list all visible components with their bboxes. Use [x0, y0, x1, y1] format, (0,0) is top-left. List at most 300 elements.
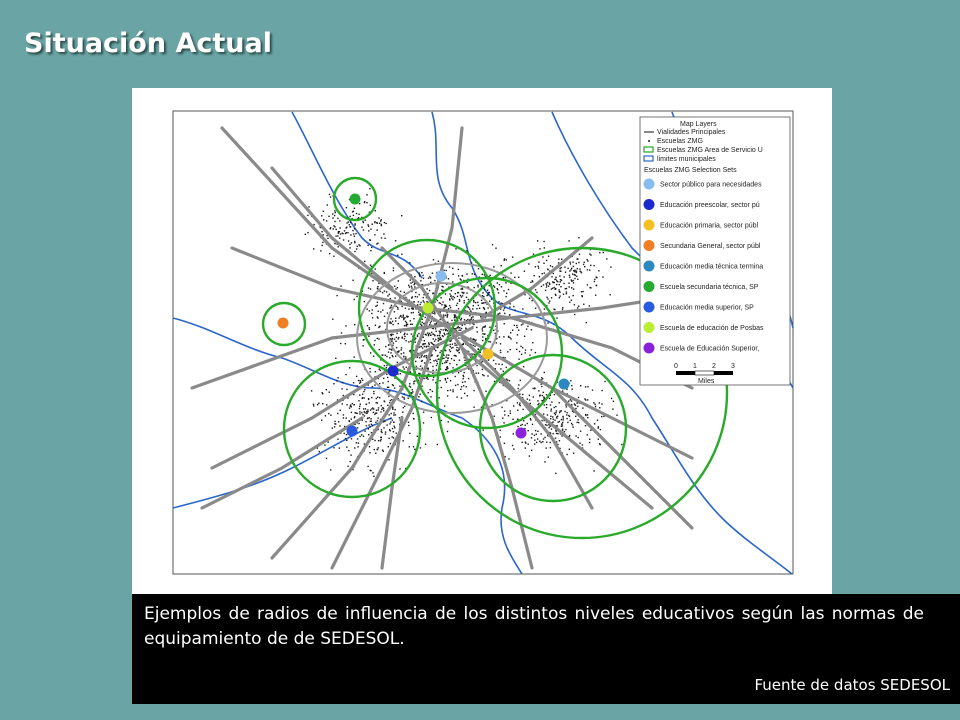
school-point	[419, 357, 420, 358]
school-point	[455, 385, 456, 386]
school-point	[587, 434, 588, 435]
school-point	[473, 305, 474, 306]
school-point	[392, 428, 393, 429]
school-point	[408, 341, 409, 342]
school-point	[403, 366, 404, 367]
school-point	[329, 194, 330, 195]
school-point	[389, 423, 390, 424]
school-point	[350, 216, 351, 217]
school-point	[384, 238, 385, 239]
legend-set-label: Educación primaria, sector públ	[660, 222, 759, 230]
school-point	[330, 196, 331, 197]
school-point	[420, 280, 421, 281]
school-point	[573, 282, 574, 283]
school-point	[406, 322, 407, 323]
school-point	[546, 297, 547, 298]
school-point	[391, 335, 392, 336]
school-point	[367, 245, 368, 246]
school-point	[392, 345, 393, 346]
school-point	[394, 311, 395, 312]
school-point	[376, 412, 377, 413]
school-point	[516, 325, 517, 326]
school-point	[530, 403, 531, 404]
school-point	[377, 223, 378, 224]
school-point	[551, 401, 552, 402]
school-point	[447, 390, 448, 391]
school-point	[592, 389, 593, 390]
school-point	[498, 313, 499, 314]
school-point	[513, 448, 514, 449]
school-point	[307, 232, 308, 233]
legend-set-swatch	[644, 302, 655, 313]
school-point	[458, 349, 459, 350]
school-point	[386, 367, 387, 368]
school-point	[404, 398, 405, 399]
school-point	[569, 277, 570, 278]
school-point	[332, 217, 333, 218]
school-point	[482, 340, 483, 341]
school-point	[400, 291, 401, 292]
school-point	[438, 359, 439, 360]
school-point	[504, 260, 505, 261]
school-point	[323, 234, 324, 235]
school-point	[459, 299, 460, 300]
school-point	[439, 352, 440, 353]
school-point	[370, 265, 371, 266]
school-point	[370, 421, 371, 422]
school-point	[389, 429, 390, 430]
school-point	[498, 364, 499, 365]
school-point	[418, 301, 419, 302]
school-point	[447, 330, 448, 331]
school-point	[587, 399, 588, 400]
school-point	[445, 357, 446, 358]
school-point	[419, 294, 420, 295]
school-point	[377, 420, 378, 421]
legend-set-label: Secundaria General, sector públ	[660, 243, 761, 250]
school-point	[487, 375, 488, 376]
school-point	[435, 350, 436, 351]
school-point	[440, 297, 441, 298]
school-point	[419, 314, 420, 315]
school-point	[404, 292, 405, 293]
school-point	[423, 302, 424, 303]
school-point	[321, 231, 322, 232]
school-point	[338, 246, 339, 247]
school-point	[550, 404, 551, 405]
school-point	[372, 309, 373, 310]
school-point	[366, 425, 367, 426]
school-point	[374, 449, 375, 450]
school-point	[445, 360, 446, 361]
school-point	[368, 428, 369, 429]
school-point	[390, 443, 391, 444]
school-point	[422, 319, 423, 320]
school-point	[365, 408, 366, 409]
legend-set-label: Sector público para necesidades	[660, 181, 762, 189]
school-point	[561, 424, 562, 425]
school-point	[459, 352, 460, 353]
school-point	[432, 391, 433, 392]
school-point	[476, 365, 477, 366]
school-point	[313, 248, 314, 249]
school-point	[394, 286, 395, 287]
school-point	[461, 397, 462, 398]
school-point	[573, 453, 574, 454]
school-point	[566, 291, 567, 292]
school-point	[356, 442, 357, 443]
school-point	[482, 374, 483, 375]
school-point	[476, 373, 477, 374]
school-point	[436, 365, 437, 366]
school-point	[368, 226, 369, 227]
school-point	[398, 317, 399, 318]
school-point	[400, 373, 401, 374]
school-point	[509, 337, 510, 338]
school-point	[458, 275, 459, 276]
school-point	[448, 421, 449, 422]
school-point	[538, 261, 539, 262]
caption-box	[132, 594, 960, 704]
school-point	[449, 298, 450, 299]
school-point	[523, 366, 524, 367]
school-point	[370, 229, 371, 230]
school-point	[462, 295, 463, 296]
legend-set-label: Escuela secundaria técnica, SP	[660, 284, 759, 291]
school-point	[464, 302, 465, 303]
school-point	[439, 335, 440, 336]
school-point	[428, 368, 429, 369]
school-point	[601, 390, 602, 391]
school-point	[449, 293, 450, 294]
school-point	[539, 276, 540, 277]
school-marker-superior	[516, 428, 527, 439]
school-point	[545, 283, 546, 284]
school-point	[367, 409, 368, 410]
school-point	[548, 302, 549, 303]
school-point	[360, 380, 361, 381]
school-point	[354, 208, 355, 209]
school-point	[587, 260, 588, 261]
school-point	[355, 412, 356, 413]
school-point	[451, 290, 452, 291]
school-point	[377, 449, 378, 450]
school-point	[458, 269, 459, 270]
legend-set-label: Escuela de educación de Posbas	[660, 325, 764, 332]
school-point	[397, 362, 398, 363]
school-point	[452, 296, 453, 297]
school-point	[357, 385, 358, 386]
school-point	[584, 262, 585, 263]
school-point	[393, 412, 394, 413]
school-point	[450, 295, 451, 296]
school-point	[412, 308, 413, 309]
school-point	[589, 442, 590, 443]
school-point	[357, 438, 358, 439]
school-point	[410, 320, 411, 321]
school-point	[425, 444, 426, 445]
school-point	[537, 240, 538, 241]
school-point	[482, 330, 483, 331]
school-point	[419, 275, 420, 276]
school-point	[546, 260, 547, 261]
school-point	[347, 466, 348, 467]
school-point	[380, 291, 381, 292]
school-point	[496, 342, 497, 343]
school-point	[329, 392, 330, 393]
school-point	[423, 422, 424, 423]
school-point	[325, 415, 326, 416]
school-point	[573, 280, 574, 281]
school-point	[339, 237, 340, 238]
school-point	[398, 337, 399, 338]
school-point	[558, 289, 559, 290]
school-point	[364, 301, 365, 302]
school-point	[517, 327, 518, 328]
school-point	[350, 226, 351, 227]
school-point	[445, 293, 446, 294]
school-point	[587, 417, 588, 418]
school-point	[538, 390, 539, 391]
school-point	[520, 380, 521, 381]
school-point	[451, 320, 452, 321]
school-point	[427, 378, 428, 379]
school-point	[468, 299, 469, 300]
school-point	[420, 447, 421, 448]
school-point	[351, 242, 352, 243]
school-point	[410, 341, 411, 342]
school-point	[562, 309, 563, 310]
school-point	[484, 289, 485, 290]
school-point	[603, 252, 604, 253]
school-point	[412, 391, 413, 392]
school-point	[543, 413, 544, 414]
school-point	[399, 417, 400, 418]
school-point	[571, 279, 572, 280]
school-point	[518, 330, 519, 331]
school-point	[555, 277, 556, 278]
school-point	[392, 356, 393, 357]
school-point	[339, 447, 340, 448]
school-point	[390, 418, 391, 419]
school-point	[398, 323, 399, 324]
school-point	[457, 350, 458, 351]
school-point	[448, 355, 449, 356]
school-point	[612, 408, 613, 409]
school-point	[578, 437, 579, 438]
school-point	[503, 277, 504, 278]
school-point	[370, 371, 371, 372]
school-point	[354, 356, 355, 357]
school-point	[449, 363, 450, 364]
school-point	[528, 430, 529, 431]
school-point	[431, 417, 432, 418]
school-point	[334, 210, 335, 211]
school-point	[500, 436, 501, 437]
school-point	[388, 381, 389, 382]
school-point	[387, 387, 388, 388]
school-point	[456, 305, 457, 306]
school-point	[434, 280, 435, 281]
school-point	[337, 235, 338, 236]
school-point	[473, 407, 474, 408]
school-point	[504, 307, 505, 308]
school-point	[354, 223, 355, 224]
school-point	[443, 329, 444, 330]
school-point	[404, 393, 405, 394]
school-point	[387, 377, 388, 378]
school-point	[472, 308, 473, 309]
school-point	[433, 328, 434, 329]
school-marker-posbasica	[423, 303, 434, 314]
school-point	[326, 389, 327, 390]
school-point	[373, 356, 374, 357]
school-point	[572, 424, 573, 425]
school-point	[402, 412, 403, 413]
school-point	[378, 447, 379, 448]
school-point	[372, 472, 373, 473]
school-point	[463, 375, 464, 376]
school-point	[559, 284, 560, 285]
school-point	[583, 304, 584, 305]
school-point	[516, 349, 517, 350]
school-point	[563, 276, 564, 277]
school-point	[404, 338, 405, 339]
school-point	[346, 417, 347, 418]
school-point	[458, 308, 459, 309]
school-point	[517, 388, 518, 389]
school-point	[372, 317, 373, 318]
school-point	[534, 435, 535, 436]
school-point	[380, 221, 381, 222]
school-point	[413, 413, 414, 414]
school-point	[422, 275, 423, 276]
school-point	[423, 300, 424, 301]
school-point	[326, 458, 327, 459]
school-point	[421, 401, 422, 402]
school-point	[541, 286, 542, 287]
school-point	[357, 246, 358, 247]
legend-set-label: Educación media superior, SP	[660, 304, 754, 312]
school-point	[461, 296, 462, 297]
school-point	[403, 397, 404, 398]
school-point	[544, 437, 545, 438]
school-point	[441, 350, 442, 351]
school-point	[318, 403, 319, 404]
school-point	[423, 297, 424, 298]
school-point	[464, 372, 465, 373]
school-point	[359, 203, 360, 204]
school-point	[506, 367, 507, 368]
school-point	[444, 362, 445, 363]
school-point	[527, 398, 528, 399]
school-point	[505, 296, 506, 297]
school-point	[524, 271, 525, 272]
school-point	[458, 347, 459, 348]
school-point	[439, 380, 440, 381]
school-point	[512, 330, 513, 331]
school-point	[520, 425, 521, 426]
school-point	[433, 334, 434, 335]
school-point	[388, 438, 389, 439]
school-point	[533, 396, 534, 397]
school-point	[392, 419, 393, 420]
school-point	[363, 436, 364, 437]
school-point	[404, 368, 405, 369]
school-point	[454, 355, 455, 356]
school-point	[349, 244, 350, 245]
school-point	[375, 306, 376, 307]
school-point	[517, 334, 518, 335]
school-point	[390, 298, 391, 299]
school-point	[334, 226, 335, 227]
school-point	[577, 258, 578, 259]
school-point	[390, 352, 391, 353]
school-point	[599, 252, 600, 253]
school-point	[569, 416, 570, 417]
school-point	[455, 376, 456, 377]
school-point	[503, 336, 504, 337]
school-point	[546, 442, 547, 443]
school-point	[544, 272, 545, 273]
school-point	[432, 273, 433, 274]
school-point	[546, 425, 547, 426]
school-point	[448, 278, 449, 279]
school-point	[401, 349, 402, 350]
school-point	[442, 301, 443, 302]
school-point	[495, 248, 496, 249]
school-point	[580, 431, 581, 432]
school-point	[419, 274, 420, 275]
school-point	[570, 420, 571, 421]
school-point	[490, 275, 491, 276]
school-point	[598, 427, 599, 428]
school-point	[334, 221, 335, 222]
school-point	[346, 446, 347, 447]
school-point	[550, 265, 551, 266]
school-point	[377, 402, 378, 403]
school-point	[426, 355, 427, 356]
school-point	[595, 406, 596, 407]
school-point	[594, 423, 595, 424]
school-point	[501, 265, 502, 266]
school-point	[485, 325, 486, 326]
school-point	[418, 396, 419, 397]
school-point	[504, 414, 505, 415]
school-point	[401, 306, 402, 307]
school-point	[386, 424, 387, 425]
school-point	[362, 221, 363, 222]
school-point	[354, 416, 355, 417]
school-point	[542, 441, 543, 442]
school-point	[621, 444, 622, 445]
school-point	[452, 389, 453, 390]
school-point	[341, 388, 342, 389]
school-point	[424, 340, 425, 341]
school-point	[476, 308, 477, 309]
school-point	[475, 339, 476, 340]
school-point	[577, 268, 578, 269]
school-point	[486, 295, 487, 296]
school-point	[421, 356, 422, 357]
school-point	[432, 370, 433, 371]
school-point	[482, 328, 483, 329]
school-point	[363, 408, 364, 409]
school-point	[454, 297, 455, 298]
school-point	[535, 430, 536, 431]
school-point	[388, 446, 389, 447]
school-point	[389, 322, 390, 323]
